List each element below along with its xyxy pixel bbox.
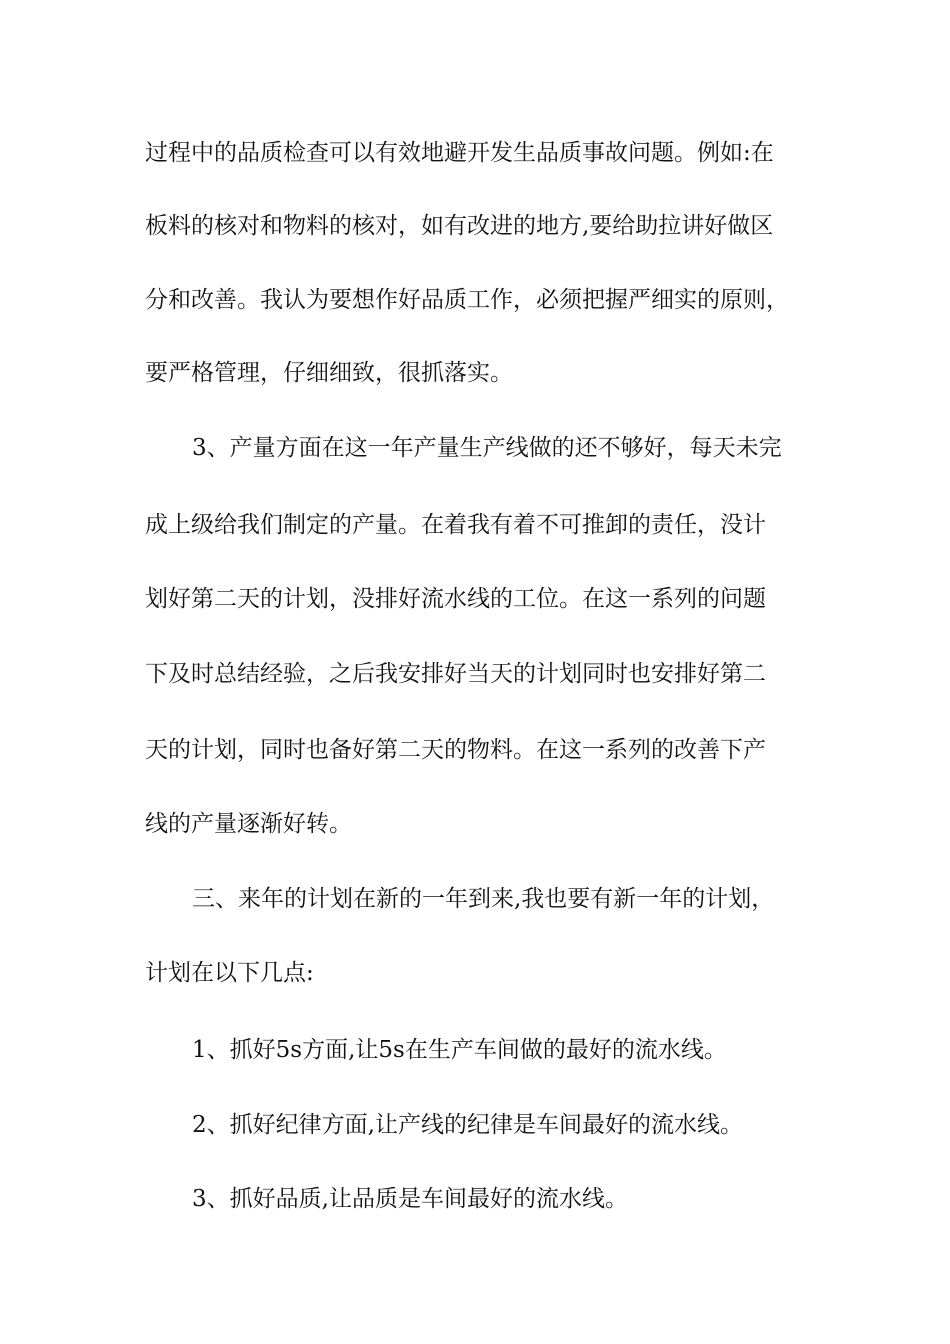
paragraph-line: 划好第二天的计划，没排好流水线的工位。在这一系列的问题 xyxy=(145,586,766,612)
list-item: 2、抓好纪律方面,让产线的纪律是车间最好的流水线。 xyxy=(192,1112,743,1138)
paragraph-line: 分和改善。我认为要想作好品质工作，必须把握严细实的原则， xyxy=(145,287,789,313)
paragraph-line: 计划在以下几点: xyxy=(145,960,314,986)
paragraph-line: 线的产量逐渐好转。 xyxy=(145,811,352,837)
list-item: 3、抓好品质,让品质是车间最好的流水线。 xyxy=(192,1186,628,1212)
list-item: 1、抓好5s方面,让5s在生产车间做的最好的流水线。 xyxy=(192,1037,727,1063)
paragraph-line: 过程中的品质检查可以有效地避开发生品质事故问题。例如:在 xyxy=(145,140,774,166)
paragraph-line: 3、产量方面在这一年产量生产线做的还不够好，每天未完 xyxy=(192,435,782,461)
paragraph-line: 要严格管理，仔细细致，很抓落实。 xyxy=(145,360,513,386)
paragraph-line: 成上级给我们制定的产量。在着我有着不可推卸的责任，没计 xyxy=(145,512,766,538)
paragraph-line: 三、来年的计划在新的一年到来,我也要有新一年的计划， xyxy=(192,886,775,912)
paragraph-line: 下及时总结经验，之后我安排好当天的计划同时也安排好第二 xyxy=(145,661,766,687)
paragraph-line: 板料的核对和物料的核对，如有改进的地方,要给助拉讲好做区 xyxy=(145,213,774,239)
paragraph-line: 天的计划，同时也备好第二天的物料。在这一系列的改善下产 xyxy=(145,737,766,763)
